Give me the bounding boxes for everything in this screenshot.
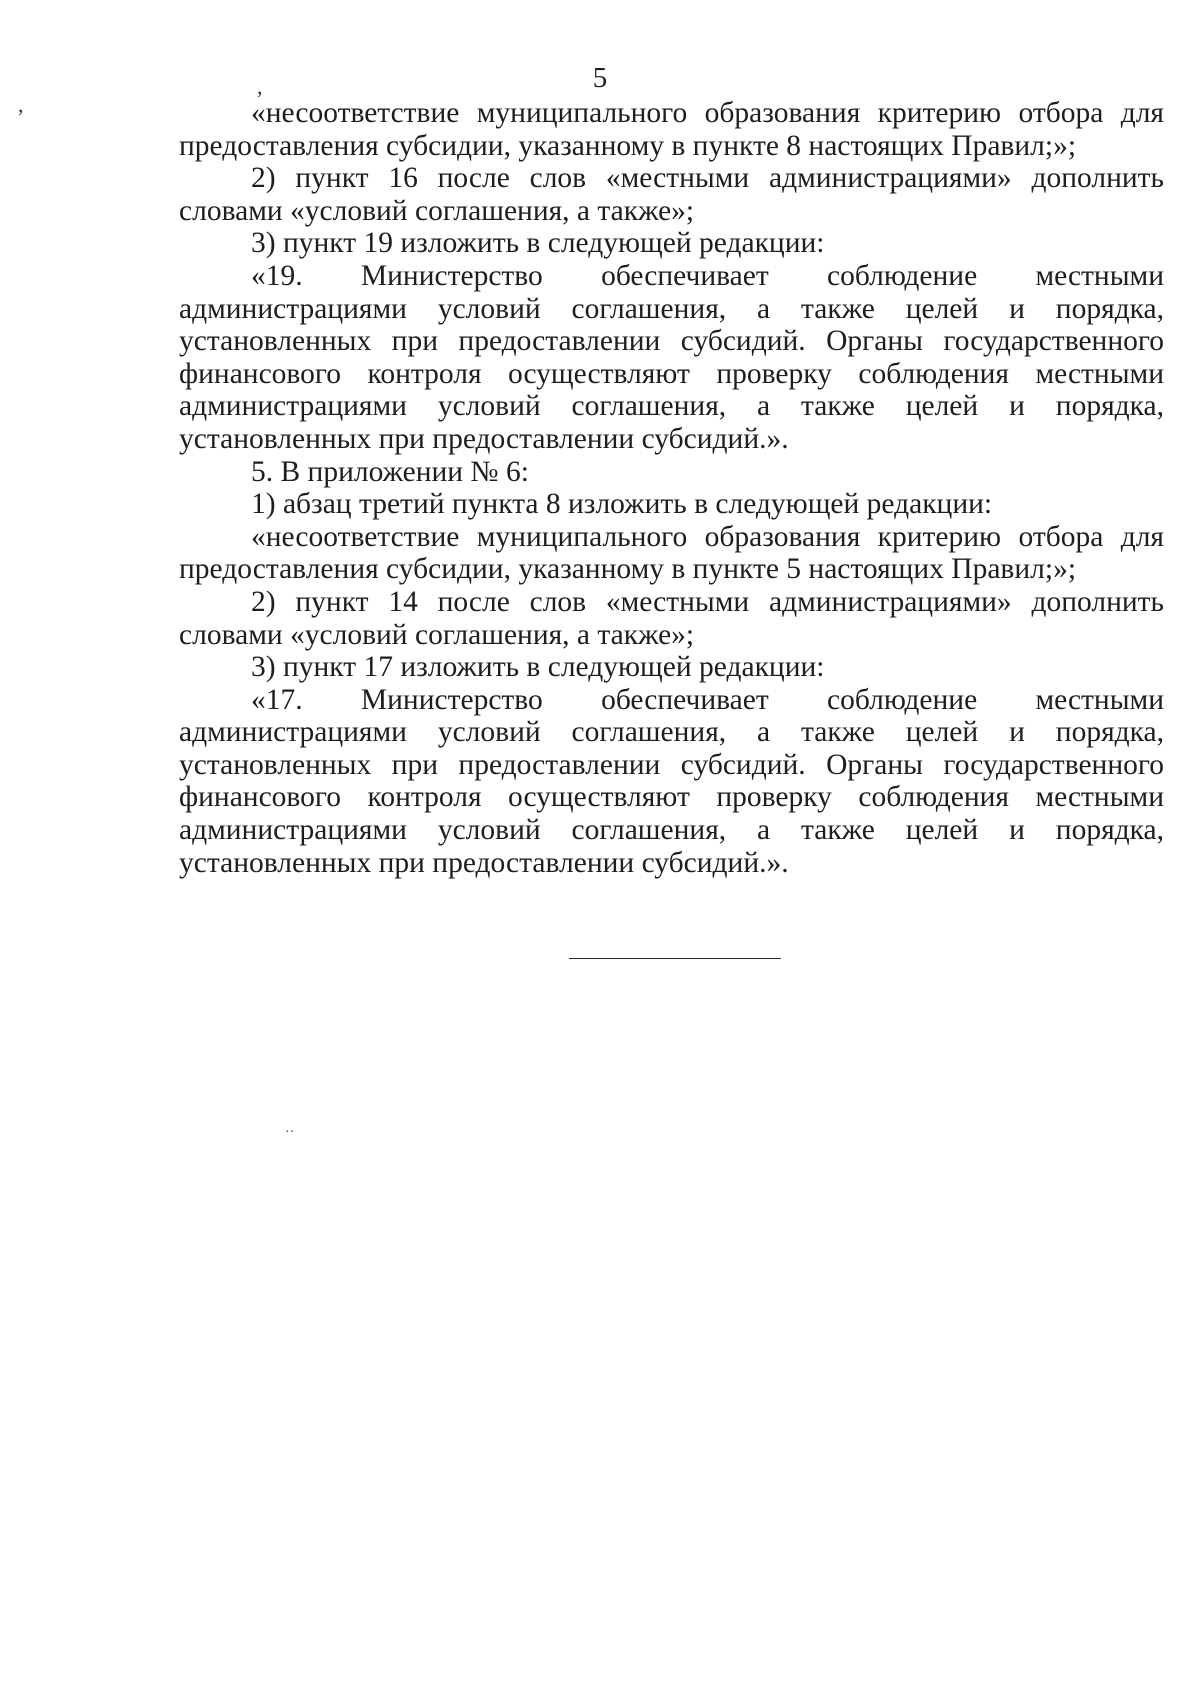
document-body [179,97,1164,879]
amendment-paragraph: «несоответствие муниципального образования критерию отбора для предоставления субсидии, указанному в пункте 8 настоящих Правил;»; [179,97,1164,162]
amendment-paragraph: 3) пункт 17 изложить в следующей редакции: [251,651,825,684]
scan-speck-mark: ·· [285,1125,295,1140]
amendment-paragraph: 3) пункт 19 изложить в следующей редакции: [251,227,825,260]
amendment-paragraph: «несоответствие муниципального образования критерию отбора для предоставления субсидии, указанному в пункте 5 настоящих Правил;»; [179,520,1164,586]
amendment-paragraph: 2) пункт 16 после слов «местными администрациями» дополнить словами «условий соглашения, а также»; [179,162,1164,227]
section-heading: 5. В приложении № 6: [251,455,529,488]
page-number: 5 [592,62,608,94]
amendment-paragraph: 1) абзац третий пункта 8 изложить в следующей редакции: [251,488,993,521]
amendment-paragraph: «17. Министерство обеспечивает соблюдение местными администрациями условий соглашения, а также целей и порядка, установленных при предоставлении субсидий. Органы государственного финансового контроля осуществляют проверку соблюдения местными администрациями условий соглашения, а также целей и порядка, установленных при предоставлении субсидий.». [179,683,1164,879]
scan-speck-mark: , [257,74,263,99]
end-of-document-divider [569,958,781,959]
amendment-paragraph: «19. Министерство обеспечивает соблюдение местными администрациями условий соглашения, а также целей и порядка, установленных при предоставлении субсидий. Органы государственного финансового контроля осуществляют проверку соблюдения местными администрациями условий соглашения, а также целей и порядка, установленных при предоставлении субсидий.». [179,259,1164,455]
scan-speck-mark: , [18,92,24,117]
amendment-paragraph: 2) пункт 14 после слов «местными администрациями» дополнить словами «условий соглашения, а также»; [179,585,1164,651]
